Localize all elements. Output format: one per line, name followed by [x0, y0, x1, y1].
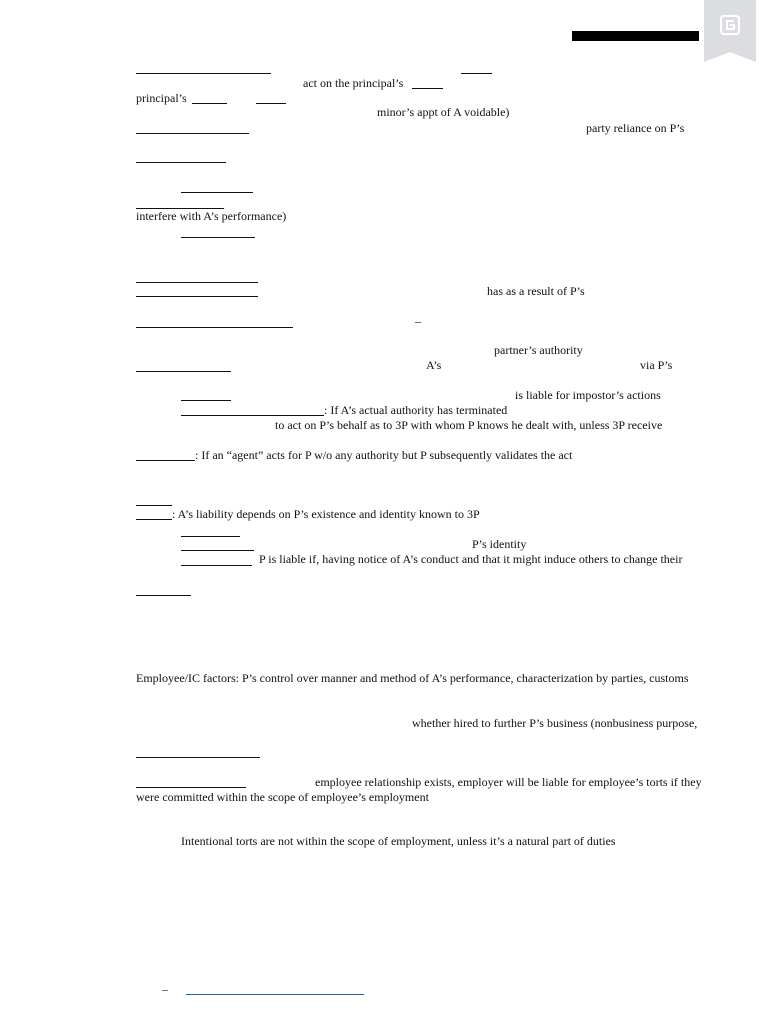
blank-line [136, 787, 246, 788]
blank-line [136, 519, 172, 520]
blank-line [136, 282, 258, 283]
text-line: via P’s [640, 358, 673, 372]
blank-line [181, 237, 255, 238]
text-line: – [162, 982, 168, 996]
text-line: : If A’s actual authority has terminated [324, 403, 508, 417]
text-line: whether hired to further P’s business (nonbusiness purpose, [412, 716, 698, 730]
text-line: principal’s [136, 91, 187, 105]
text-line: act on the principal’s [303, 76, 404, 90]
blank-line [136, 133, 249, 134]
blank-line [181, 536, 240, 537]
text-line: minor’s appt of A voidable) [377, 105, 510, 119]
blank-line [181, 192, 253, 193]
text-line: A’s [426, 358, 442, 372]
text-line: P’s identity [472, 537, 527, 551]
text-line: – [415, 314, 421, 328]
blank-line [136, 460, 195, 461]
blank-line [412, 88, 443, 89]
blank-line [136, 371, 231, 372]
blank-line [181, 415, 324, 416]
text-line: : If an “agent” acts for P w/o any authority but P subsequently validates the act [195, 448, 573, 462]
text-line: has as a result of P’s [487, 284, 585, 298]
text-line: P is liable if, having notice of A’s conduct and that it might induce others to change their [259, 552, 683, 566]
text-line: interfere with A’s performance) [136, 209, 287, 223]
blank-line [136, 296, 258, 297]
blank-line [136, 162, 226, 163]
text-line: Employee/IC factors: P’s control over manner and method of A’s performance, characterization by parties, customs [136, 671, 689, 685]
blank-line [461, 73, 492, 74]
blank-line [136, 505, 172, 506]
blank-line [192, 103, 227, 104]
text-line: to act on P’s behalf as to 3P with whom P knows he dealt with, unless 3P receive [275, 418, 663, 432]
blank-line [136, 757, 260, 758]
text-line: : A’s liability depends on P’s existence and identity known to 3P [172, 507, 480, 521]
redaction-bar [572, 31, 699, 41]
blank-line [181, 400, 231, 401]
text-line: Intentional torts are not within the scope of employment, unless it’s a natural part of duties [181, 834, 616, 848]
blank-line [181, 550, 254, 551]
blank-line [136, 595, 191, 596]
blank-line [136, 73, 271, 74]
blank-line [256, 103, 286, 104]
text-line: party reliance on P’s [586, 121, 685, 135]
corner-tab[interactable] [704, 0, 756, 62]
blank-line [136, 327, 293, 328]
document-logo-icon [719, 14, 741, 36]
blank-line [181, 565, 252, 566]
hyperlink-underline[interactable] [186, 994, 364, 995]
text-line: is liable for impostor’s actions [515, 388, 661, 402]
text-line: employee relationship exists, employer will be liable for employee’s torts if they [315, 775, 702, 789]
text-line: partner’s authority [494, 343, 583, 357]
text-line: were committed within the scope of employee’s employment [136, 790, 429, 804]
